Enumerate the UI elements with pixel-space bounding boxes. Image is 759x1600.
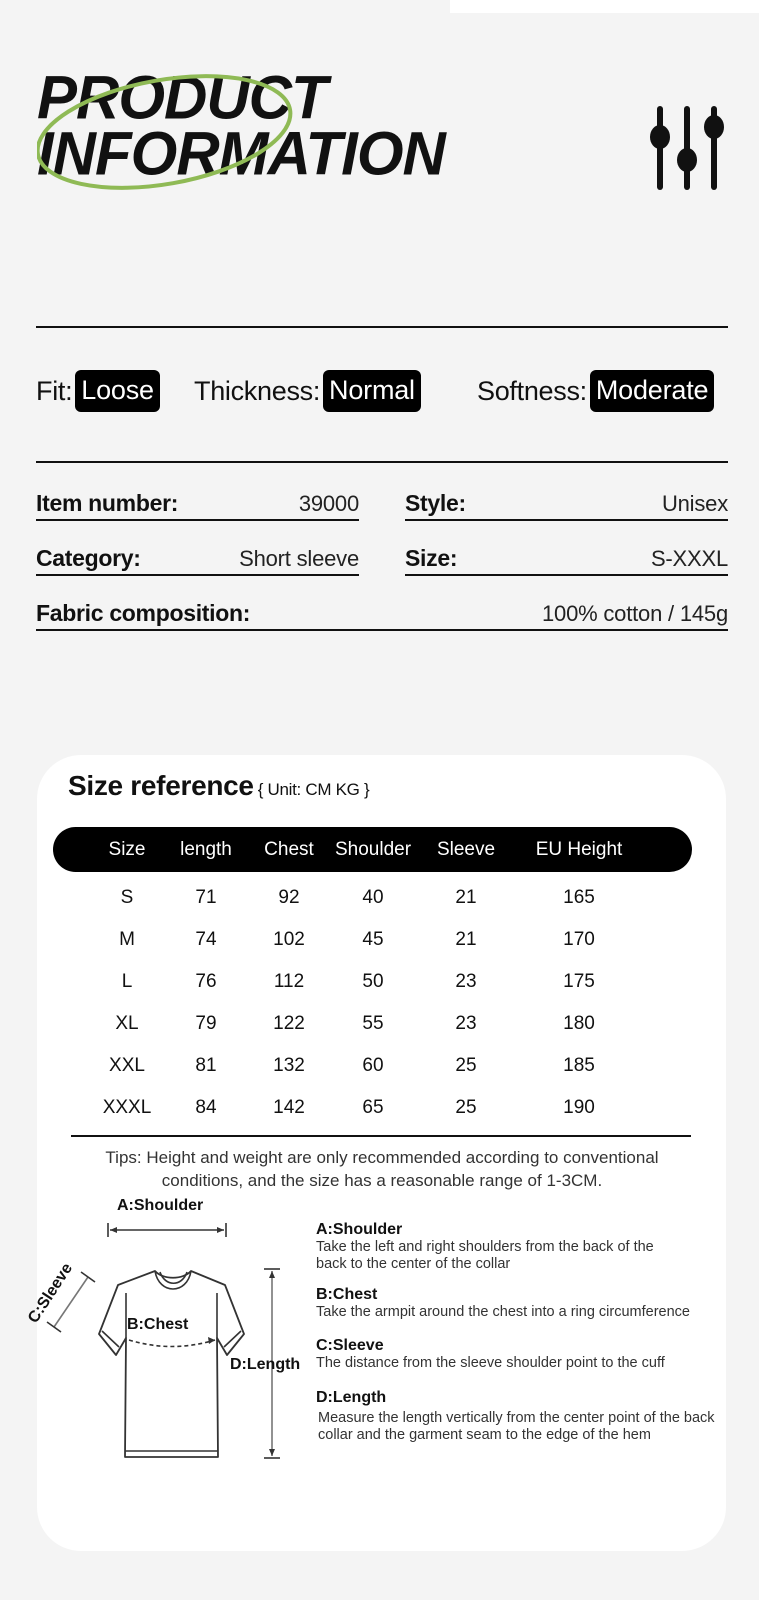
definition-title: D:Length [316, 1389, 387, 1406]
cell-eu-height: 165 [563, 887, 595, 908]
attribute-label: Softness: [477, 375, 587, 406]
spec-category [36, 540, 359, 576]
divider-bottom [36, 461, 728, 463]
chest-label: B:Chest [127, 1316, 189, 1333]
spec-value: S-XXXL [650, 546, 728, 571]
spec-style [405, 485, 728, 521]
cell-size: M [119, 929, 135, 950]
cell-size: L [121, 971, 133, 992]
definition-text: Take the left and right shoulders from the back of the back to the center of the collar [316, 1239, 654, 1272]
cell-chest: 122 [273, 1013, 305, 1034]
cell-chest: 112 [273, 971, 305, 992]
cell-shoulder: 45 [362, 929, 384, 950]
attribute-badge: Moderate [590, 370, 714, 412]
table-row [37, 1045, 726, 1087]
cell-length: 84 [195, 1097, 217, 1118]
page-title [37, 63, 457, 196]
sliders-icon [646, 104, 730, 192]
attribute-fit [36, 369, 160, 413]
tips-text: Tips: Height and weight are only recommended according to conventional conditions, and the size has a reasonable range of 1-3CM. [105, 1148, 659, 1190]
cell-shoulder: 50 [362, 971, 384, 992]
tshirt-diagram-icon [37, 1195, 307, 1495]
definition-text: Take the armpit around the chest into a ring circumference [316, 1304, 690, 1320]
cell-chest: 132 [273, 1055, 305, 1076]
table-row [37, 961, 726, 1003]
size-reference-title [68, 770, 369, 802]
size-reference-heading: Size reference [68, 770, 254, 801]
table-row [37, 1087, 726, 1129]
spec-fabric [36, 595, 728, 631]
attribute-label: Fit: [36, 375, 73, 406]
spec-value: 100% cotton / 145g [542, 601, 728, 626]
sleeve-label: C:Sleeve [25, 1260, 77, 1327]
cell-sleeve: 25 [455, 1055, 477, 1076]
cell-size: XXL [109, 1055, 145, 1076]
shoulder-label: A:Shoulder [117, 1197, 204, 1214]
cell-eu-height: 185 [563, 1055, 595, 1076]
table-divider [71, 1135, 691, 1137]
spec-label: Size: [405, 545, 458, 571]
cell-eu-height: 180 [563, 1013, 595, 1034]
column-header-eu-height: EU Height [535, 839, 623, 860]
cell-length: 81 [195, 1055, 217, 1076]
cell-eu-height: 175 [563, 971, 595, 992]
cell-shoulder: 55 [362, 1013, 384, 1034]
spec-value: Short sleeve [239, 546, 359, 571]
spec-size [405, 540, 728, 576]
table-row [37, 919, 726, 961]
title-line-2: INFORMATION [37, 119, 445, 188]
cell-length: 76 [195, 971, 217, 992]
cell-size: XL [115, 1013, 139, 1034]
cell-eu-height: 190 [563, 1097, 595, 1118]
size-reference-card [25, 755, 726, 1551]
column-header-chest: Chest [264, 839, 314, 860]
attribute-badge: Loose [75, 370, 160, 412]
cell-eu-height: 170 [563, 929, 595, 950]
cell-length: 74 [195, 929, 217, 950]
column-header-shoulder: Shoulder [334, 839, 412, 860]
unit-label: { Unit: CM KG } [257, 780, 370, 799]
spec-item-number [36, 485, 359, 521]
attribute-thickness [194, 369, 421, 413]
cell-chest: 102 [273, 929, 305, 950]
cell-length: 71 [195, 887, 217, 908]
spec-label: Style: [405, 490, 466, 516]
top-white-strip [450, 0, 759, 13]
spec-value: Unisex [661, 491, 728, 516]
cell-sleeve: 23 [455, 971, 477, 992]
spec-label: Fabric composition: [36, 600, 251, 626]
spec-label: Item number: [36, 490, 179, 516]
definition-title: B:Chest [316, 1286, 378, 1303]
definition-title: C:Sleeve [316, 1337, 384, 1354]
column-header-sleeve: Sleeve [436, 839, 496, 860]
cell-length: 79 [195, 1013, 217, 1034]
size-table-header [53, 827, 692, 872]
attribute-softness [477, 369, 714, 413]
definition-text: The distance from the sleeve shoulder point to the cuff [316, 1355, 665, 1371]
attribute-label: Thickness: [194, 375, 321, 406]
definition-title: A:Shoulder [316, 1221, 403, 1238]
column-header-length: length [180, 839, 232, 860]
cell-shoulder: 40 [362, 887, 384, 908]
cell-chest: 92 [278, 887, 300, 908]
spec-label: Category: [36, 545, 141, 571]
definition-length [316, 1388, 726, 1444]
cell-sleeve: 25 [455, 1097, 477, 1118]
definition-sleeve [316, 1336, 726, 1372]
cell-sleeve: 21 [455, 887, 477, 908]
cell-size: S [120, 887, 134, 908]
column-header-size: Size [108, 839, 146, 860]
table-row [37, 1003, 726, 1045]
table-row [37, 877, 726, 919]
cell-chest: 142 [273, 1097, 305, 1118]
cell-sleeve: 21 [455, 929, 477, 950]
definition-chest [316, 1285, 726, 1321]
cell-shoulder: 65 [362, 1097, 384, 1118]
cell-shoulder: 60 [362, 1055, 384, 1076]
definition-shoulder [316, 1220, 726, 1273]
spec-value: 39000 [298, 491, 359, 516]
cell-size: XXXL [102, 1097, 152, 1118]
length-label: D:Length [230, 1356, 301, 1373]
divider-top [36, 326, 728, 328]
cell-sleeve: 23 [455, 1013, 477, 1034]
definition-text: Measure the length vertically from the center point of the back collar and the garment seam to the edge of the hem [318, 1410, 715, 1443]
title-line-1: PRODUCT [37, 63, 327, 132]
attribute-badge: Normal [323, 370, 421, 412]
